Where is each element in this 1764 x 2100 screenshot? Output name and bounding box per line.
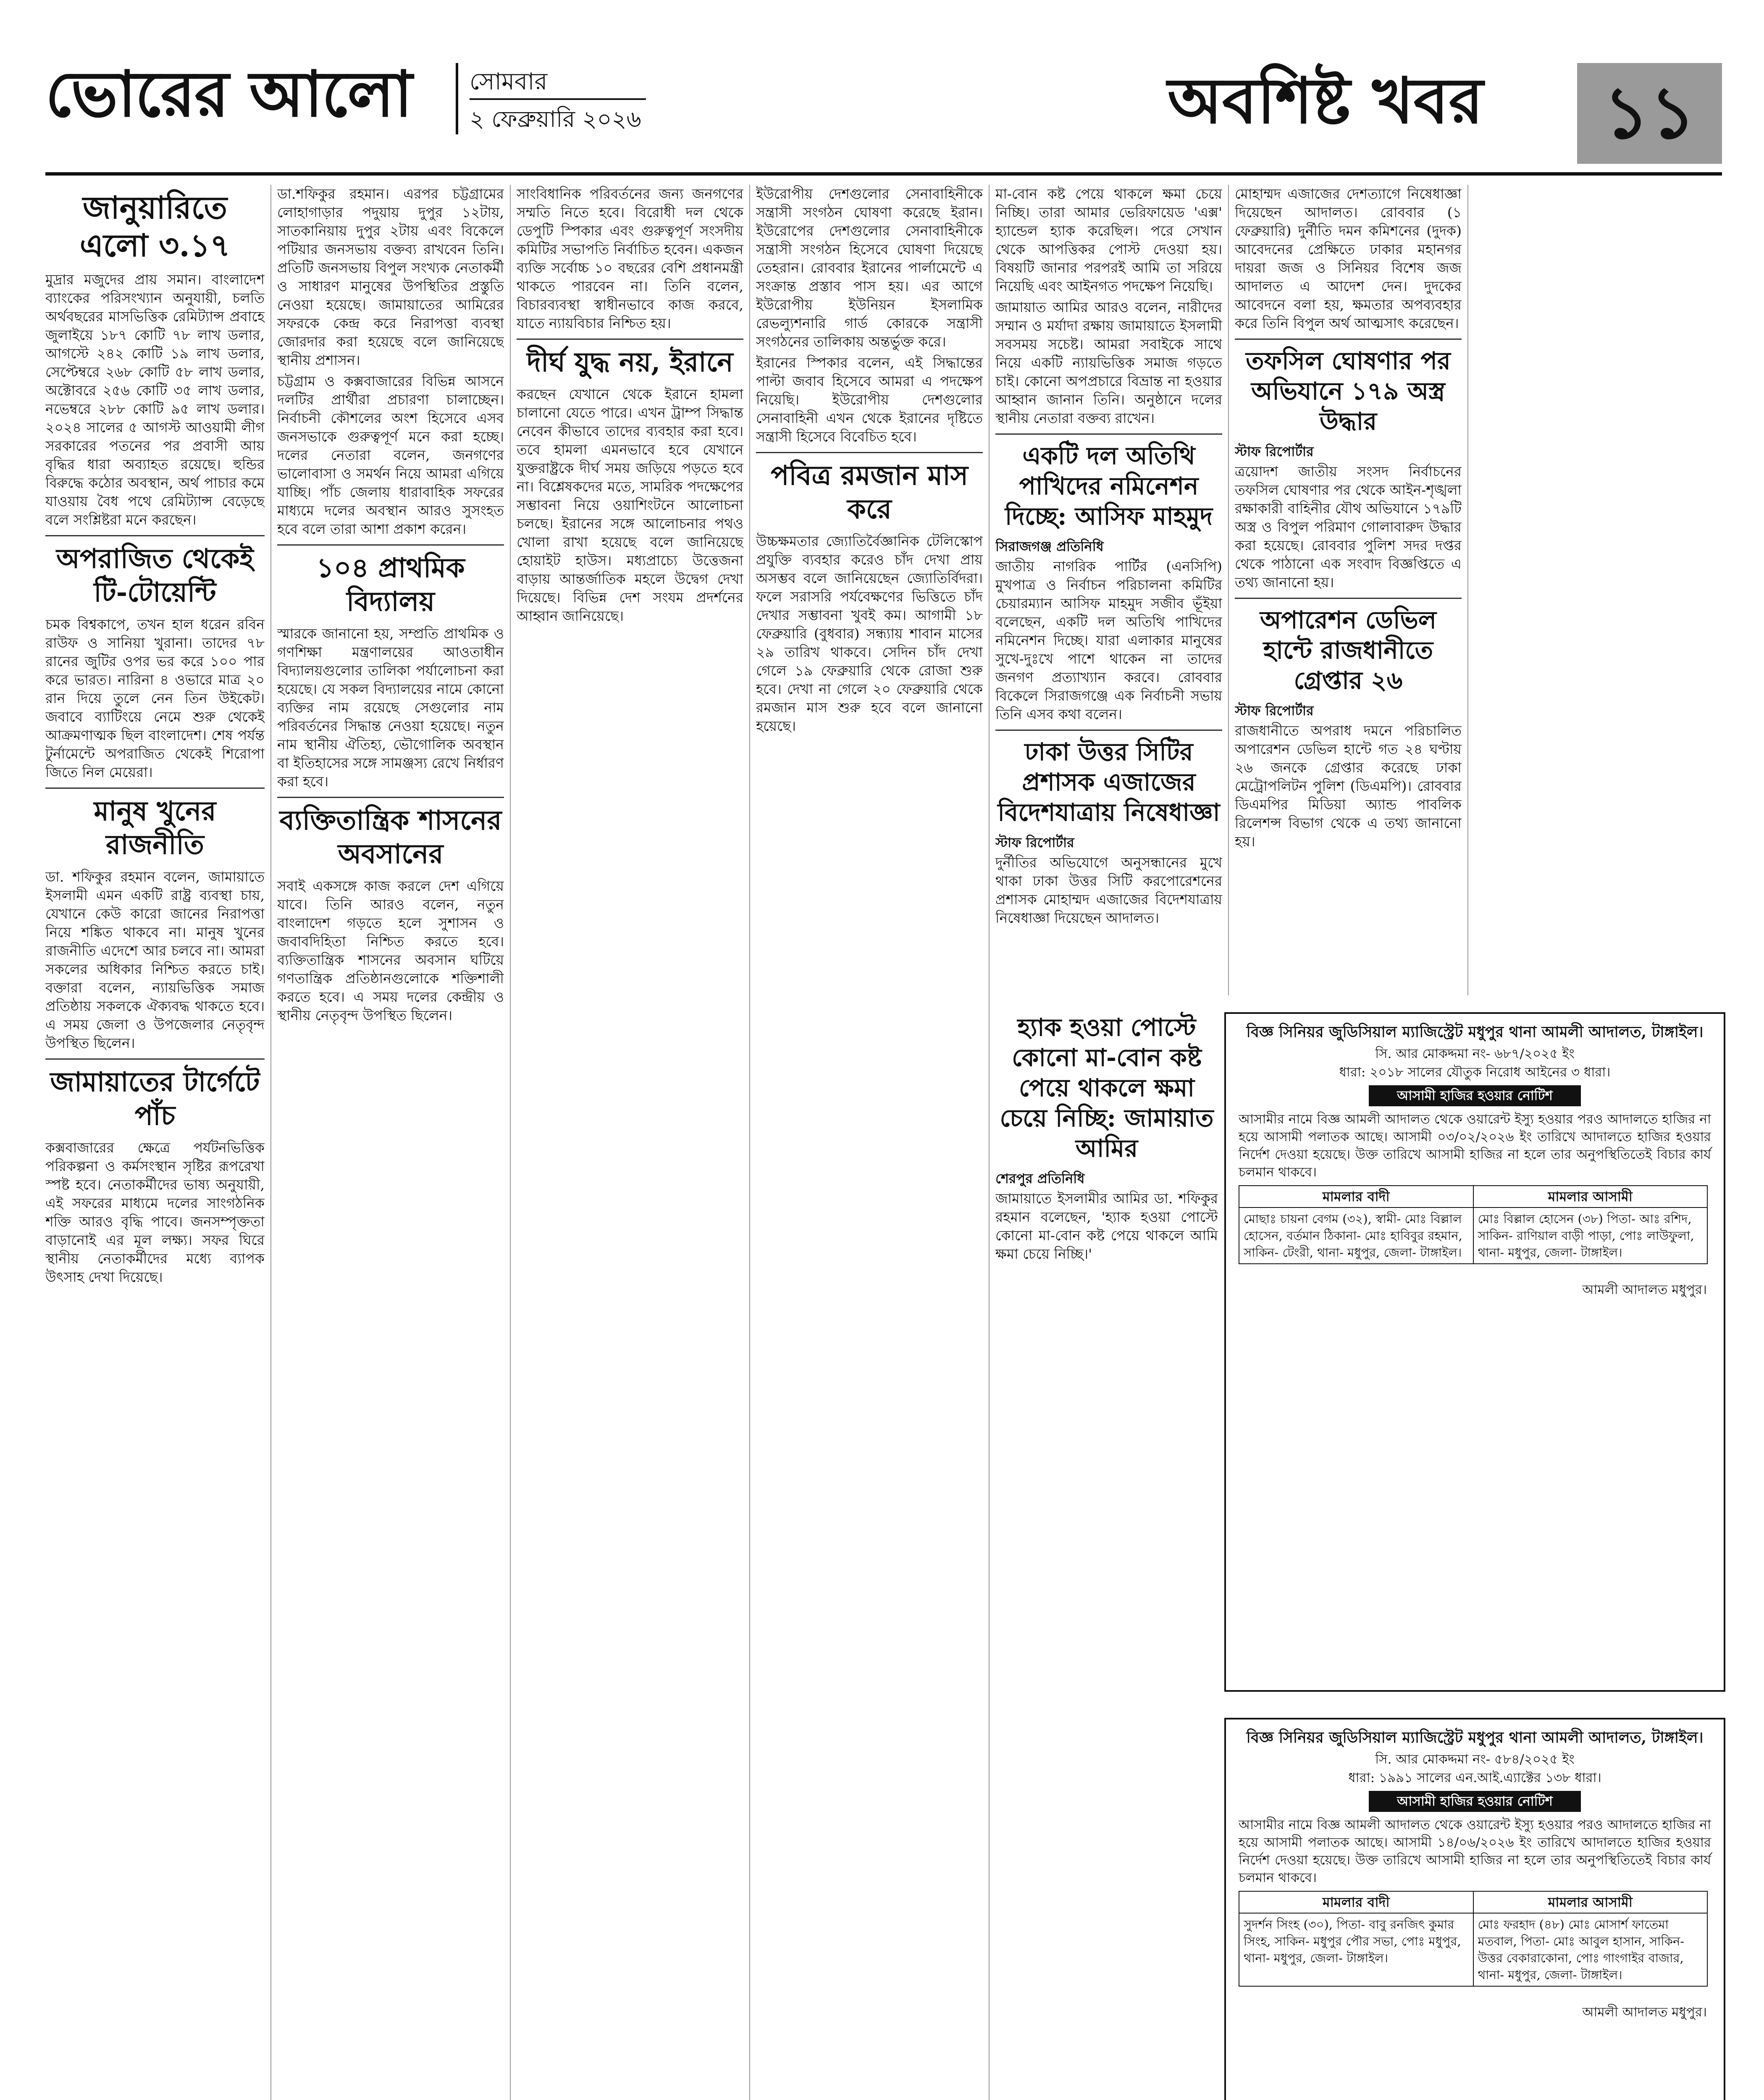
headline-iran-war: দীর্ঘ যুদ্ধ নয়, ইরানে bbox=[527, 346, 733, 378]
article-divider bbox=[1235, 598, 1462, 599]
masthead-date-rule bbox=[470, 98, 646, 100]
headline-remittance: জানুয়ারিতে এলো ৩.১৭ bbox=[79, 190, 231, 264]
article-divider bbox=[995, 730, 1222, 731]
masthead-rule bbox=[45, 172, 1722, 176]
article-text: ইউরোপীয় দেশগুলোর সেনাবাহিনীকে সন্ত্রাসী সংগঠন ঘোষণা করেছে ইরান। ইউরোপের দেশগুলোর সেনাবাহিনীকে সন্ত্রাসী সংগঠন হিসেবে ঘোষণা দিয়েছে তেহরান। রোববার ইরানের পার্লামেন্টে এ সংক্রান্ত প্রস্তাব পাস হয়। এর আগে ইউরোপীয় ইউনিয়ন ইসলামিক রেভল্যুশনারি গার্ড কোরকে সন্ত্রাসী সংগঠনের তালিকায় অন্তর্ভুক্ত করে। bbox=[756, 186, 983, 350]
article-text: জামায়াত আমির আরও বলেন, নারীদের সম্মান ও মর্যাদা রক্ষায় জামায়াতে ইসলামী সবসময় সচেষ্ট। আমরা সবাইকে সাথে নিয়ে একটি ন্যায়ভিত্তিক সমাজ গড়তে চাই। কোনো অপপ্রচারে বিভ্রান্ত না হওয়ার আহ্বান জানান তিনি। অনুষ্ঠানে দলের স্থানীয় নেতারা বক্তব্য রাখেন। bbox=[995, 299, 1222, 426]
court-notice-2 bbox=[1224, 1718, 1725, 2100]
byline: স্টাফ রিপোর্টার bbox=[1235, 703, 1314, 719]
notice-plaintiff: সুদর্শন সিংহ (৩০), পিতা- বাবু রনজিৎ কুমার সিংহ, সাকিন- মধুপুর পৌর সভা, পোঃ মধুপুর, থানা- মধুপুর, জেলা- টাঙ্গাইল। bbox=[1239, 1913, 1473, 1986]
notice-col-accused: মামলার আসামী bbox=[1473, 1186, 1708, 1208]
notice-col-plaintiff: মামলার বাদী bbox=[1239, 1891, 1473, 1913]
notice-case-number: সি. আর মোকদ্দমা নং- ৫৮৪/২০২৫ ইং bbox=[1375, 1752, 1575, 1767]
column-separator bbox=[1228, 185, 1229, 995]
article-text: দুর্নীতির অভিযোগে অনুসন্ধানের মুখে থাকা ঢাকা উত্তর সিটি করপোরেশনের প্রশাসক মোহাম্মদ এজাজের বিদেশযাত্রায় নিষেধাজ্ঞা দিয়েছেন আদালত। bbox=[995, 854, 1222, 926]
column-6 bbox=[1235, 185, 1462, 995]
article-divider bbox=[45, 788, 265, 789]
notice-title: বিজ্ঞ সিনিয়র জুডিসিয়াল ম্যাজিস্ট্রেট মধুপুর থানা আমলী আদালত, টাঙ্গাইল। bbox=[1246, 1023, 1704, 1041]
notice-col-accused: মামলার আসামী bbox=[1473, 1891, 1708, 1913]
column-separator bbox=[989, 185, 990, 2100]
notice-col-plaintiff: মামলার বাদী bbox=[1239, 1186, 1473, 1208]
headline-asif-mahmud: একটি দল অতিথি পাখিদের নমিনেশন দিচ্ছে: আসিফ মাহমুদ bbox=[1005, 441, 1213, 530]
notice-title: বিজ্ঞ সিনিয়র জুডিসিয়াল ম্যাজিস্ট্রেট মধুপুর থানা আমলী আদালত, টাঙ্গাইল। bbox=[1246, 1729, 1704, 1746]
article-text: উচ্চক্ষমতার জ্যোতির্বৈজ্ঞানিক টেলিস্কোপ প্রযুক্তি ব্যবহার করেও চাঁদ দেখা প্রায় অসম্ভব বলে জানিয়েছেন জ্যোতির্বিদরা। ফলে সরাসরি পর্যবেক্ষণের ভিত্তিতে চাঁদ দেখার সম্ভাবনা খুবই কম। আগামী ১৮ ফেব্রুয়ারি (বুধবার) সন্ধ্যায় শাবান মাসের ২৯ তারিখ থাকবে। সেদিন চাঁদ দেখা গেলে ১৯ ফেব্রুয়ারি থেকে রোজা শুরু হবে। দেখা না গেলে ২০ ফেব্রুয়ারি থেকে রমজান মাস শুরু হবে বলে জানানো হয়েছে। bbox=[756, 533, 983, 734]
article-divider bbox=[995, 433, 1222, 435]
headline-arms-recovery: তফসিল ঘোষণার পর অভিযানে ১৭৯ অস্ত্র উদ্ধার bbox=[1246, 346, 1451, 436]
column-separator bbox=[270, 185, 271, 2100]
article-text: কক্সবাজারের ক্ষেত্রে পর্যটনভিত্তিক পরিকল্পনা ও কর্মসংস্থান সৃষ্টির রূপরেখা স্পষ্ট হবে। নেতাকর্মীদের ভাষ্য অনুযায়ী, এই সফরের মাধ্যমে দলের সাংগঠনিক শক্তি আরও বৃদ্ধি পাবে। জনসম্পৃক্ততা বাড়ানোই এর মূল লক্ষ্য। সফর ঘিরে স্থানীয় নেতাকর্মীদের মধ্যে ব্যাপক উৎসাহ দেখা দিয়েছে। bbox=[45, 1139, 265, 1285]
masthead-date: ২ ফেব্রুয়ারি ২০২৬ bbox=[470, 106, 641, 132]
article-text: চমক বিশ্বকাপে, তখন হাল ধরেন রবিন রাউফ ও সানিয়া খুরানা। তাদের ৭৮ রানের জুটির ওপর ভর করে ১০০ পার করে ভারত। নারিনা ৪ ওভারে মাত্র ২০ রান দিয়ে তুলে নেন তিন উইকেট। জবাবে ব্যাটিংয়ে নেমে শুরু থেকেই আক্রমণাত্মক ছিল বাংলাদেশ। শেষ পর্যন্ত টুর্নামেন্টে অপরাজিত থেকেই শিরোপা জিতে নিল মেয়েরা। bbox=[45, 616, 265, 780]
masthead-day: সোমবার bbox=[470, 68, 548, 95]
article-divider bbox=[756, 452, 983, 453]
notice-party-table bbox=[1239, 1185, 1708, 1264]
headline-primary-school: ১০৪ প্রাথমিক বিদ্যালয় bbox=[316, 552, 465, 617]
newspaper-logo: ভোরের আলো bbox=[45, 58, 412, 131]
article-divider bbox=[45, 1058, 265, 1060]
notice-accused: মোঃ ফরহাদ (৪৮) মোঃ মোসার্শ ফাতেমা মতবাল, পিতা- মোঃ আবুল হাসান, সাকিন- উত্তর বেকারাকোনা, পোঃ গাংগাইর বাজার, থানা- মধুপুর, জেলা- টাঙ্গাইল। bbox=[1473, 1913, 1708, 1986]
notice-case-number: সি. আর মোকদ্দমা নং- ৬৮৭/২০২৫ ইং bbox=[1375, 1046, 1575, 1061]
headline-autocratic-rule: ব্যক্তিতান্ত্রিক শাসনের অবসানের bbox=[279, 805, 502, 870]
notice-accused: মোঃ বিল্লাল হোসেন (৩৮) পিতা- আঃ রশিদ, সাকিন- রাণিয়াল বাড়ী পাড়া, পোঃ লাউফুলা, থানা- মধুপুর, জেলা- টাঙ্গাইল। bbox=[1473, 1208, 1708, 1264]
page-number-box bbox=[1577, 63, 1722, 164]
article-text: ডা. শফিকুর রহমান বলেন, জামায়াতে ইসলামী এমন একটি রাষ্ট্র ব্যবস্থা চায়, যেখানে কেউ কারো জানের নিরাপত্তা নিয়ে শঙ্কিত থাকবে না। মানুষ খুনের রাজনীতি এদেশে আর চলবে না। আমরা সকলের অধিকার নিশ্চিত করতে চাই। বক্তারা বলেন, ন্যায়ভিত্তিক সমাজ প্রতিষ্ঠায় সকলকে ঐক্যবদ্ধ থাকতে হবে। এ সময় জেলা ও উপজেলার নেতৃবৃন্দ উপস্থিত ছিলেন। bbox=[45, 869, 265, 1051]
notice-signature: আমলী আদালত মধুপুর। bbox=[1582, 1282, 1707, 1297]
section-title: অবশিষ্ট খবর bbox=[1168, 64, 1483, 138]
notice-band: আসামী হাজির হওয়ার নোটিশ bbox=[1369, 1791, 1581, 1812]
article-text: মা-বোন কষ্ট পেয়ে থাকলে ক্ষমা চেয়ে নিচ্ছি। তারা আমার ভেরিফায়েড 'এক্স' হ্যান্ডেল হ্যাক করেছিল। পরে সেখান থেকে আপত্তিকর পোস্ট দেওয়া হয়। বিষয়টি জানার পরপরই আমি তা সরিয়ে নিয়েছি এবং আইনগত পদক্ষেপ নিয়েছি। bbox=[995, 186, 1222, 294]
article-text: ডা.শফিকুর রহমান। এরপর চট্টগ্রামের লোহাগাড়ার পদুয়ায় দুপুর ১২টায়, সাতকানিয়ায় দুপুর ২টায় এবং বিকেলে পটিয়ার জনসভায় বক্তব্য রাখবেন তিনি। প্রতিটি জনসভায় বিপুল সংখ্যক নেতাকর্মী ও সাধারণ মানুষের উপস্থিতির প্রস্তুতি নেওয়া হয়েছে। জামায়াতের আমিরের সফরকে কেন্দ্র করে নিরাপত্তা ব্যবস্থা জোরদার করা হয়েছে বলে জানিয়েছে স্থানীয় প্রশাসন। bbox=[277, 186, 504, 368]
headline-killing-politics: মানুষ খুনের রাজনীতি bbox=[94, 795, 216, 861]
notice-signature: আমলী আদালত মধুপুর। bbox=[1582, 2005, 1707, 2020]
article-divider bbox=[277, 544, 504, 546]
headline-hacked-post: হ্যাক হওয়া পোস্টে কোনো মা-বোন কষ্ট পেয়ে থাকলে ক্ষমা চেয়ে নিচ্ছি: জামায়াত আমির bbox=[1000, 1013, 1214, 1163]
article-text: মোহাম্মদ এজাজের দেশত্যাগে নিষেধাজ্ঞা দিয়েছেন আদালত। রোববার (১ ফেব্রুয়ারি) দুর্নীতি দমন কমিশনের (দুদক) আবেদনের প্রেক্ষিতে ঢাকার মহানগর দায়রা জজ ও সিনিয়র বিশেষ জজ আদালত এ আদেশ দেন। দুদকের আবেদনে বলা হয়, ক্ষমতার অপব্যবহার করে তিনি বিপুল অর্থ আত্মসাৎ করেছেন। bbox=[1235, 186, 1462, 331]
article-text: করছেন যেখানে থেকে ইরানে হামলা চালানো যেতে পারে। এখন ট্রাম্প সিদ্ধান্ত নেবেন কীভাবে তাদের ব্যবহার করা হবে। তবে হামলা এমনভাবে হবে যেখানে যুক্তরাষ্ট্রকে দীর্ঘ সময় জড়িয়ে পড়তে হবে না। বিশ্লেষকদের মতে, সামরিক পদক্ষেপের সম্ভাবনা নিয়ে ওয়াশিংটনে আলোচনা চলছে। ইরানের সঙ্গে আলোচনার পথও খোলা রাখা হয়েছে বলে জানিয়েছে হোয়াইট হাউস। মধ্যপ্রাচ্যে উত্তেজনা বাড়ায় আন্তর্জাতিক মহলে উদ্বেগ দেখা দিয়েছে। বিভিন্ন দেশ সংযম প্রদর্শনের আহ্বান জানিয়েছে। bbox=[517, 386, 743, 624]
headline-jamaat-target: জামায়াতের টার্গেটে পাঁচ bbox=[50, 1066, 260, 1131]
notice-section: ধারা: ১৯৯১ সালের এন.আই.এ্যাক্টের ১৩৮ ধারা। bbox=[1348, 1770, 1601, 1785]
article-divider bbox=[517, 339, 743, 340]
column-7 bbox=[995, 1008, 1218, 2100]
article-text: রাজধানীতে অপরাধ দমনে পরিচালিত অপারেশন ডেভিল হান্টে গত ২৪ ঘণ্টায় ২৬ জনকে গ্রেপ্তার করেছে ঢাকা মেট্রোপলিটন পুলিশ (ডিএমপি)। রোববার ডিএমপির মিডিয়া অ্যান্ড পাবলিক রিলেশন্স বিভাগ থেকে এ তথ্য জানানো হয়। bbox=[1235, 722, 1462, 850]
headline-dhaka-north-ban: ঢাকা উত্তর সিটির প্রশাসক এজাজের বিদেশযাত্রায় নিষেধাজ্ঞা bbox=[998, 738, 1220, 827]
article-text: জামায়াতে ইসলামীর আমির ডা. শফিকুর রহমান বলেছেন, 'হ্যাক হওয়া পোস্টে কোনো মা-বোন কষ্ট পেয়ে থাকলে আমি ক্ষমা চেয়ে নিচ্ছি।' bbox=[995, 1190, 1218, 1262]
headline-t20: অপরাজিত থেকেই টি-টোয়েন্টি bbox=[56, 543, 254, 608]
headline-ramadan: পবিত্র রমজান মাস করে bbox=[770, 460, 969, 525]
column-3 bbox=[517, 185, 743, 2100]
article-text: চট্টগ্রাম ও কক্সবাজারের বিভিন্ন আসনে দলটির প্রার্থীরা প্রচারণা চালাচ্ছেন। নির্বাচনী কৌশলের অংশ হিসেবে এসব জনসভাকে গুরুত্বপূর্ণ মনে করা হচ্ছে। দলের নেতারা বলেন, জনগণের ভালোবাসা ও সমর্থন নিয়ে আমরা এগিয়ে যাচ্ছি। পাঁচ জেলায় ধারাবাহিক সফরের মাধ্যমে দলের অবস্থান আরও সুসংহত হবে বলে তারা আশা প্রকাশ করেন। bbox=[277, 373, 504, 537]
column-separator bbox=[510, 185, 511, 2100]
notice-body: আসামীর নামে বিজ্ঞ আমলী আদালত থেকে ওয়ারেন্ট ইস্যু হওয়ার পরও আদালতে হাজির না হয়ে আসামী পলাতক আছে। আসামী ০৩/০২/২০২৬ ইং তারিখে আদালতে হাজির হওয়ার নির্দেশ দেওয়া হয়েছে। উক্ত তারিখে আসামী হাজির না হলে তার অনুপস্থিতিতেই বিচার কার্য চলমান থাকবে। bbox=[1239, 1112, 1711, 1180]
page-number: ১১ bbox=[1603, 71, 1696, 155]
notice-band: আসামী হাজির হওয়ার নোটিশ bbox=[1369, 1085, 1581, 1106]
notice-party-table bbox=[1239, 1891, 1708, 1987]
court-notice-1 bbox=[1224, 1012, 1725, 1692]
byline: স্টাফ রিপোর্টার bbox=[995, 835, 1074, 850]
article-text: ইরানের স্পিকার বলেন, এই সিদ্ধান্তের পাল্টা জবাব হিসেবে আমরা এ পদক্ষেপ নিয়েছি। ইউরোপীয় দেশগুলোর সেনাবাহিনী এখন থেকে ইরানের দৃষ্টিতে সন্ত্রাসী হিসেবে বিবেচিত হবে। bbox=[756, 354, 983, 445]
headline-devil-hunt: অপারেশন ডেভিল হান্টে রাজধানীতে গ্রেপ্তার ২৬ bbox=[1260, 606, 1436, 695]
article-text: স্মারকে জানানো হয়, সম্প্রতি প্রাথমিক ও গণশিক্ষা মন্ত্রণালয়ের আওতাধীন বিদ্যালয়গুলোর তালিকা পর্যালোচনা করা হয়েছে। যে সকল বিদ্যালয়ের নামে কোনো ব্যক্তির নাম রয়েছে সেগুলোর নাম পরিবর্তনের সিদ্ধান্ত নেওয়া হয়েছে। নতুন নাম স্থানীয় ঐতিহ্য, ভৌগোলিক অবস্থান বা ইতিহাসের সঙ্গে সামঞ্জস্য রেখে নির্ধারণ করা হবে। bbox=[277, 625, 504, 790]
column-4 bbox=[756, 185, 983, 2100]
column-separator bbox=[749, 185, 750, 2100]
masthead-divider bbox=[456, 63, 458, 134]
column-5 bbox=[995, 185, 1222, 995]
notice-body: আসামীর নামে বিজ্ঞ আমলী আদালত থেকে ওয়ারেন্ট ইস্যু হওয়ার পরও আদালতে হাজির না হয়ে আসামী পলাতক আছে। আসামী ১৪/০৬/২০২৬ ইং তারিখে আদালতে হাজির হওয়ার নির্দেশ দেওয়া হয়েছে। উক্ত তারিখে আসামী হাজির না হলে তার অনুপস্থিতিতেই বিচার কার্য চলমান থাকবে। bbox=[1239, 1817, 1711, 1885]
article-divider bbox=[1235, 339, 1462, 340]
article-text: মুদ্রার মজুদের প্রায় সমান। বাংলাদেশ ব্যাংকের পরিসংখ্যান অনুযায়ী, চলতি অর্থবছরের মাসভিত্তিক রেমিট্যান্স প্রবাহে জুলাইয়ে ১৮৭ কোটি ৭৮ লাখ ডলার, আগস্টে ২৪২ কোটি ১৯ লাখ ডলার, সেপ্টেম্বরে ২৬৮ কোটি ৫৮ লাখ ডলার, অক্টোবরে ২৫৬ কোটি ৩৫ লাখ ডলার, নভেম্বরে ২৮৮ কোটি ৯৫ লাখ ডলার। ২০২৪ সালের ৫ আগস্ট আওয়ামী লীগ সরকারের পতনের পর প্রবাসী আয় বৃদ্ধির ধারা অব্যাহত রয়েছে। হুন্ডির বিরুদ্ধে কঠোর অবস্থান, অর্থ পাচার কমে যাওয়ায় বৈধ পথে রেমিট্যান্স বেড়েছে বলে সংশ্লিষ্টরা মনে করছেন। bbox=[45, 271, 265, 528]
byline: শেরপুর প্রতিনিধি bbox=[995, 1171, 1085, 1186]
byline: সিরাজগঞ্জ প্রতিনিধি bbox=[995, 538, 1104, 554]
article-text: সবাই একসঙ্গে কাজ করলে দেশ এগিয়ে যাবে। তিনি আরও বলেন, নতুন বাংলাদেশ গড়তে হলে সুশাসন ও জবাবদিহিতা নিশ্চিত করতে হবে। ব্যক্তিতান্ত্রিক শাসনের অবসান ঘটিয়ে গণতান্ত্রিক প্রতিষ্ঠানগুলোকে শক্তিশালী করতে হবে। এ সময় দলের কেন্দ্রীয় ও স্থানীয় নেতৃবৃন্দ উপস্থিত ছিলেন। bbox=[277, 878, 504, 1024]
notice-plaintiff: মোছাঃ চায়না বেগম (৩২), স্বামী- মোঃ বিল্লাল হোসেন, বর্তমান ঠিকানা- মোঃ হাবিবুর রহমান, সাকিন- টেংরী, থানা- মধুপুর, জেলা- টাঙ্গাইল। bbox=[1239, 1208, 1473, 1264]
article-divider bbox=[45, 535, 265, 536]
notice-section: ধারা: ২০১৮ সালের যৌতুক নিরোধ আইনের ৩ ধারা। bbox=[1339, 1065, 1611, 1080]
column-1 bbox=[45, 185, 265, 2100]
article-text: জাতীয় নাগরিক পার্টির (এনসিপি) মুখপাত্র ও নির্বাচন পরিচালনা কমিটির চেয়ারম্যান আসিফ মাহমুদ সজীব ভূঁইয়া বলেছেন, একটি দল অতিথি পাখিদের নমিনেশন দিচ্ছে। যারা এলাকার মানুষের সুখে-দুঃখে পাশে থাকেন না তাদের জনগণ প্রত্যাখ্যান করবে। রোববার বিকেলে সিরাজগঞ্জে এক নির্বাচনী সভায় তিনি এসব কথা বলেন। bbox=[995, 558, 1222, 722]
column-separator bbox=[1467, 185, 1468, 995]
article-text: সাংবিধানিক পরিবর্তনের জন্য জনগণের সম্মতি নিতে হবে। বিরোধী দল থেকে ডেপুটি স্পিকার এবং গুরুত্বপূর্ণ সংসদীয় কমিটির সভাপতি নির্বাচিত হবেন। একজন ব্যক্তি সর্বোচ্চ ১০ বছরের বেশি প্রধানমন্ত্রী থাকতে পারবেন না। তিনি বলেন, বিচারব্যবস্থা স্বাধীনভাবে কাজ করবে, যাতে ন্যায়বিচার নিশ্চিত হয়। bbox=[517, 186, 743, 331]
article-text: ত্রয়োদশ জাতীয় সংসদ নির্বাচনের তফসিল ঘোষণার পর থেকে আইন-শৃঙ্খলা রক্ষাকারী বাহিনীর যৌথ অভিযানে ১৭৯টি অস্ত্র ও বিপুল পরিমাণ গোলাবারুদ উদ্ধার করা হয়েছে। রোববার পুলিশ সদর দপ্তর থেকে পাঠানো এক সংবাদ বিজ্ঞপ্তিতে এ তথ্য জানানো হয়। bbox=[1235, 463, 1462, 591]
article-divider bbox=[277, 797, 504, 798]
column-2 bbox=[277, 185, 504, 2100]
byline: স্টাফ রিপোর্টার bbox=[1235, 444, 1314, 459]
